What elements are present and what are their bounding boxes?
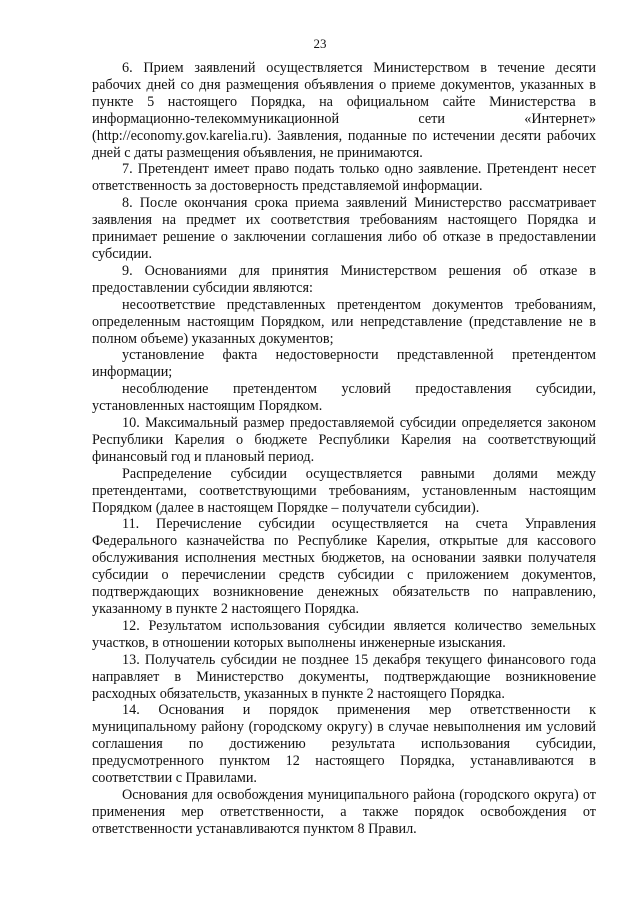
paragraph-7-single-application: 7. Претендент имеет право подать только одно заявление. Претендент несет ответственность за достоверность представляемой информации. (92, 161, 596, 195)
liability-exemption: Основания для освобождения муниципального района (городского округа) от применения мер ответственности, а также порядок освобождения от ответственности устанавливаются пунктом 8 Правил. (92, 786, 596, 837)
paragraph-13-documents: 13. Получатель субсидии не позднее 15 декабря текущего финансового года направляет в Министерство документы, подтверждающие возникновение расходных обязательств, указанных в пункте 2 настоящего Порядка. (92, 651, 596, 702)
document-body (92, 60, 596, 838)
paragraph-9-refusal-grounds: 9. Основаниями для принятия Министерством решения об отказе в предоставлении субсидии являются: (92, 262, 596, 296)
refusal-ground-conditions: несоблюдение претендентом условий предоставления субсидии, установленных настоящим Порядком. (92, 381, 596, 415)
paragraph-14-liability: 14. Основания и порядок применения мер ответственности к муниципальному району (городскому округу) в случае невыполнения им условий соглашения по достижению результата использования субсидии, предусмотренного пунктом 12 настоящего Порядка, устанавливаются в соответствии с Правилами. (92, 702, 596, 787)
paragraph-10-maximum-amount: 10. Максимальный размер предоставляемой субсидии определяется законом Республики Карелия о бюджете Республики Карелия на соответствующий финансовый год и плановый период. (92, 415, 596, 465)
refusal-ground-unreliable-info: установление факта недостоверности представленной претендентом информации; (92, 347, 596, 381)
paragraph-8-application-review: 8. После окончания срока приема заявлений Министерство рассматривает заявления на предмет их соответствия требованиям настоящего Порядка и принимает решение о заключении соглашения либо об отказе в предоставлении субсидии. (92, 195, 596, 262)
page-number: 23 (313, 36, 327, 51)
subsidy-distribution: Распределение субсидии осуществляется равными долями между претендентами, соответствующими требованиям, установленным настоящим Порядком (далее в настоящем Порядке – получатели субсидии). (92, 465, 596, 516)
refusal-ground-noncompliance: несоответствие представленных претендентом документов требованиям, определенным настоящим Порядком, или непредставление (представление не в полном объеме) указанных документов; (92, 296, 596, 347)
paragraph-6-application-acceptance: 6. Прием заявлений осуществляется Министерством в течение десяти рабочих дней со дня размещения объявления о приеме документов, указанных в пункте 5 настоящего Порядка, на официальном сайте Министерства в информационно-телекоммуникационной сети «Интернет» (http://economy.gov.karelia.ru). Заявления, поданные по истечении десяти рабочих дней с даты размещения объявления, не принимаются. (92, 60, 596, 161)
paragraph-11-transfer: 11. Перечисление субсидии осуществляется на счета Управления Федерального казначейства по Республике Карелия, открытые для кассового обслуживания исполнения местных бюджетов, на основании заявки получателя субсидии о перечислении средств субсидии с приложением документов, подтверждающих возникновение денежных обязательств по направлению, указанному в пункте 2 настоящего Порядка. (92, 516, 596, 617)
paragraph-12-result: 12. Результатом использования субсидии является количество земельных участков, в отношении которых выполнены инженерные изыскания. (92, 617, 596, 651)
